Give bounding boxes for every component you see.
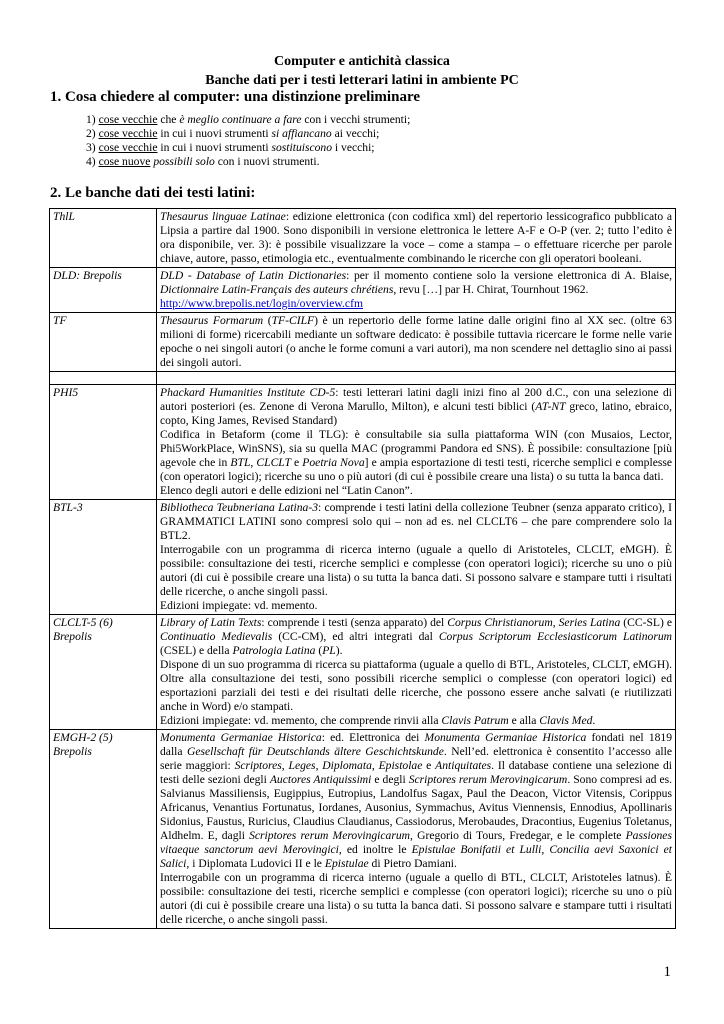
document-title: Computer e antichità classica — [274, 54, 450, 69]
brepolis-link[interactable]: http://www.brepolis.net/login/overview.cfm — [160, 297, 363, 310]
row-key: ThlL — [50, 209, 157, 268]
row-key: EMGH-2 (5) Brepolis — [50, 730, 157, 929]
table-row — [50, 209, 676, 268]
row-key: PHI5 — [50, 385, 157, 500]
distinction-list — [86, 113, 410, 169]
row-description: Phackard Humanities Institute CD-5: testi letterari latini dagli inizi fino al 200 d.C., con una selezione di autori posteriori (es. Zenone di Verona Marullo, Milton), e alcuni testi biblici (AT-NT greco, latino, ebraico, copto, King James, Revised Standard) Codifica in Betaform (come il TLG): è consultabile sia sulla piattaforma WIN (con Musaios, Lector, Phi5WorkPlace, WinSNS), sia su quella MAC (programmi Pandora ed SNS). È possibile: consultazione [più agevole che in BTL, CLCLT e Poetria Nova] e ampia esportazione di testi testi, ricerche semplici e complesse (con operatori logici); ricerche su uno o più autori (di cui è possibile creare una lista) o su tutta la banca dati. Elenco degli autori e delle edizioni nel “Latin Canon”. — [157, 385, 676, 500]
row-description: Thesaurus linguae Latinae: edizione elettronica (con codifica xml) del repertorio lessicografico pubblicato a Lipsia a partire dal 1900. Sono disponibili in versione elettronica le lettere A-F e O-P (ver. 2; tutto l’edito è ora disponibile, ver. 3): è possibile visualizzare la voce – come a stampa – o effettuare ricerche per parole chiave, autore, passo, etimologia etc., eventualmente combinando le ricerche con gli operatori booleani. — [157, 209, 676, 268]
list-item: 1) cose vecchie che è meglio continuare a fare con i vecchi strumenti; — [86, 113, 411, 126]
table-row — [50, 313, 676, 372]
table-row — [50, 268, 676, 313]
table-row — [50, 730, 676, 929]
list-item: 4) cose nuove possibili solo con i nuovi strumenti. — [86, 155, 320, 168]
row-description: Library of Latin Texts: comprende i testi (senza apparato) del Corpus Christianorum, Series Latina (CC-SL) e Continuatio Medievalis (CC-CM), ed altri integrati dal Corpus Scriptorum Ecclesiasticorum Latinorum (CSEL) e della Patrologia Latina (PL). Dispone di un suo programma di ricerca su piattaforma (uguale a quello di BTL, Aristoteles, CLCLT, eMGH). Oltre alla consultazione dei testi, sono possibili ricerche semplici o complesse (con operatori logici) ed esportazioni parziali dei testi e dei risultati delle ricerche, che possono essere anche salvati (e riutilizzati anche in Word) e/o stampati. Edizioni impiegate: vd. memento, che comprende rinvii alla Clavis Patrum e alla Clavis Med. — [157, 615, 676, 730]
section-2-heading: 2. Le banche dati dei testi latini: — [50, 185, 256, 201]
table-row — [50, 615, 676, 730]
document-subtitle: Banche dati per i testi letterari latini in ambiente PC — [205, 73, 519, 88]
row-description: Bibliotheca Teubneriana Latina-3: comprende i testi latini della collezione Teubner (senza apparato critico), I GRAMMATICI LATINI sono compresi solo qui – non ad es. nel CLCLT6 – che pare comprendere solo la BTL2. Interrogabile con un programma di ricerca interno (uguale a quello di Aristoteles, CLCLT, eMGH). È possibile: consultazione dei testi, ricerche semplici e complesse (con operatori logici); ricerche su uno o più autori (di cui è possibile creare una lista) o su tutta la banca dati. Si possono salvare e stampare tutti i risultati delle ricerche, o anche singoli passi. Edizioni impiegate: vd. memento. — [157, 500, 676, 615]
row-key: CLCLT-5 (6) Brepolis — [50, 615, 157, 730]
row-key: DLD: Brepolis — [50, 268, 157, 313]
row-description: Monumenta Germaniae Historica: ed. Elettronica dei Monumenta Germaniae Historica fondati nel 1819 dalla Gesellschaft für Deutschlands ältere Geschichtskunde. Nell’ed. elettronica è consentito l’accesso alle serie maggiori: Scriptores, Leges, Diplomata, Epistolae e Antiquitates. Il database contiene una selezione di testi delle sezioni degli Auctores Antiquissimi e degli Scriptores rerum Merovingicarum. Sono compresi ad es. Salvianus Massiliensis, Eugippius, Eutropius, Landolfus Sagax, Paul the Deacon, Victor Vitensis, Corippus Africanus, Venantius Fortunatus, Iordanes, Ausonius, Symmachus, Avitus Viennensis, Ennodius, Apollinaris Sidonius, Faustus, Ruricius, Claudius Claudianus, Cassiodorus, Merobaudes, Dracontius, Eugenius Toletanus, Aldhelm. E, dagli Scriptores rerum Merovingicarum, Gregorio di Tours, Fredegar, e le complete Passiones vitaeque sanctorum aevi Merovingici, ed inoltre le Epistulae Bonifatii et Lulli, Concilia aevi Saxonici et Salici, i Diplomata Ludovici II e le Epistulae di Pietro Damiani. Interrogabile con un programma di ricerca interno (uguale a quello di BTL, CLCLT, Aristoteles latnus). È possibile: consultazione dei testi, ricerche semplici e complesse (con operatori logici); ricerche su uno o più autori (di cui è possibile creare una lista) o su tutta la banca dati. Si possono salvare e stampare tutti i risultati delle ricerche, o anche singoli passi. — [157, 730, 676, 929]
database-table — [49, 208, 676, 929]
row-description: Thesaurus Formarum (TF-CILF) è un repertorio delle forme latine dalle origini fino al XX sec. (oltre 63 milioni di forme) ricercabili mediante un software dedicato: è possibile tuttavia ricercare le forme nelle varie epoche o nei singoli autori (o anche le forme comuni a vari autori), ma non scendere nel dettaglio sino ai passi dei singoli autori. — [157, 313, 676, 372]
list-item: 3) cose vecchie in cui i nuovi strumenti sostituiscono i vecchi; — [86, 141, 375, 154]
empty-row — [50, 372, 676, 385]
list-item: 2) cose vecchie in cui i nuovi strumenti si affiancano ai vecchi; — [86, 127, 380, 140]
table-row — [50, 500, 676, 615]
row-key: BTL-3 — [50, 500, 157, 615]
row-description: DLD - Database of Latin Dictionaries: per il momento contiene solo la versione elettronica di A. Blaise, Dictionnaire Latin-Français des auteurs chrétiens, revu […] par H. Chirat, Tournhout 1962. http://www.brepolis.net/login/overview.cfm — [157, 268, 676, 313]
page-number: 1 — [663, 964, 671, 980]
table-row — [50, 385, 676, 500]
section-1-heading: 1. Cosa chiedere al computer: una distinzione preliminare — [50, 89, 420, 105]
row-key: TF — [50, 313, 157, 372]
